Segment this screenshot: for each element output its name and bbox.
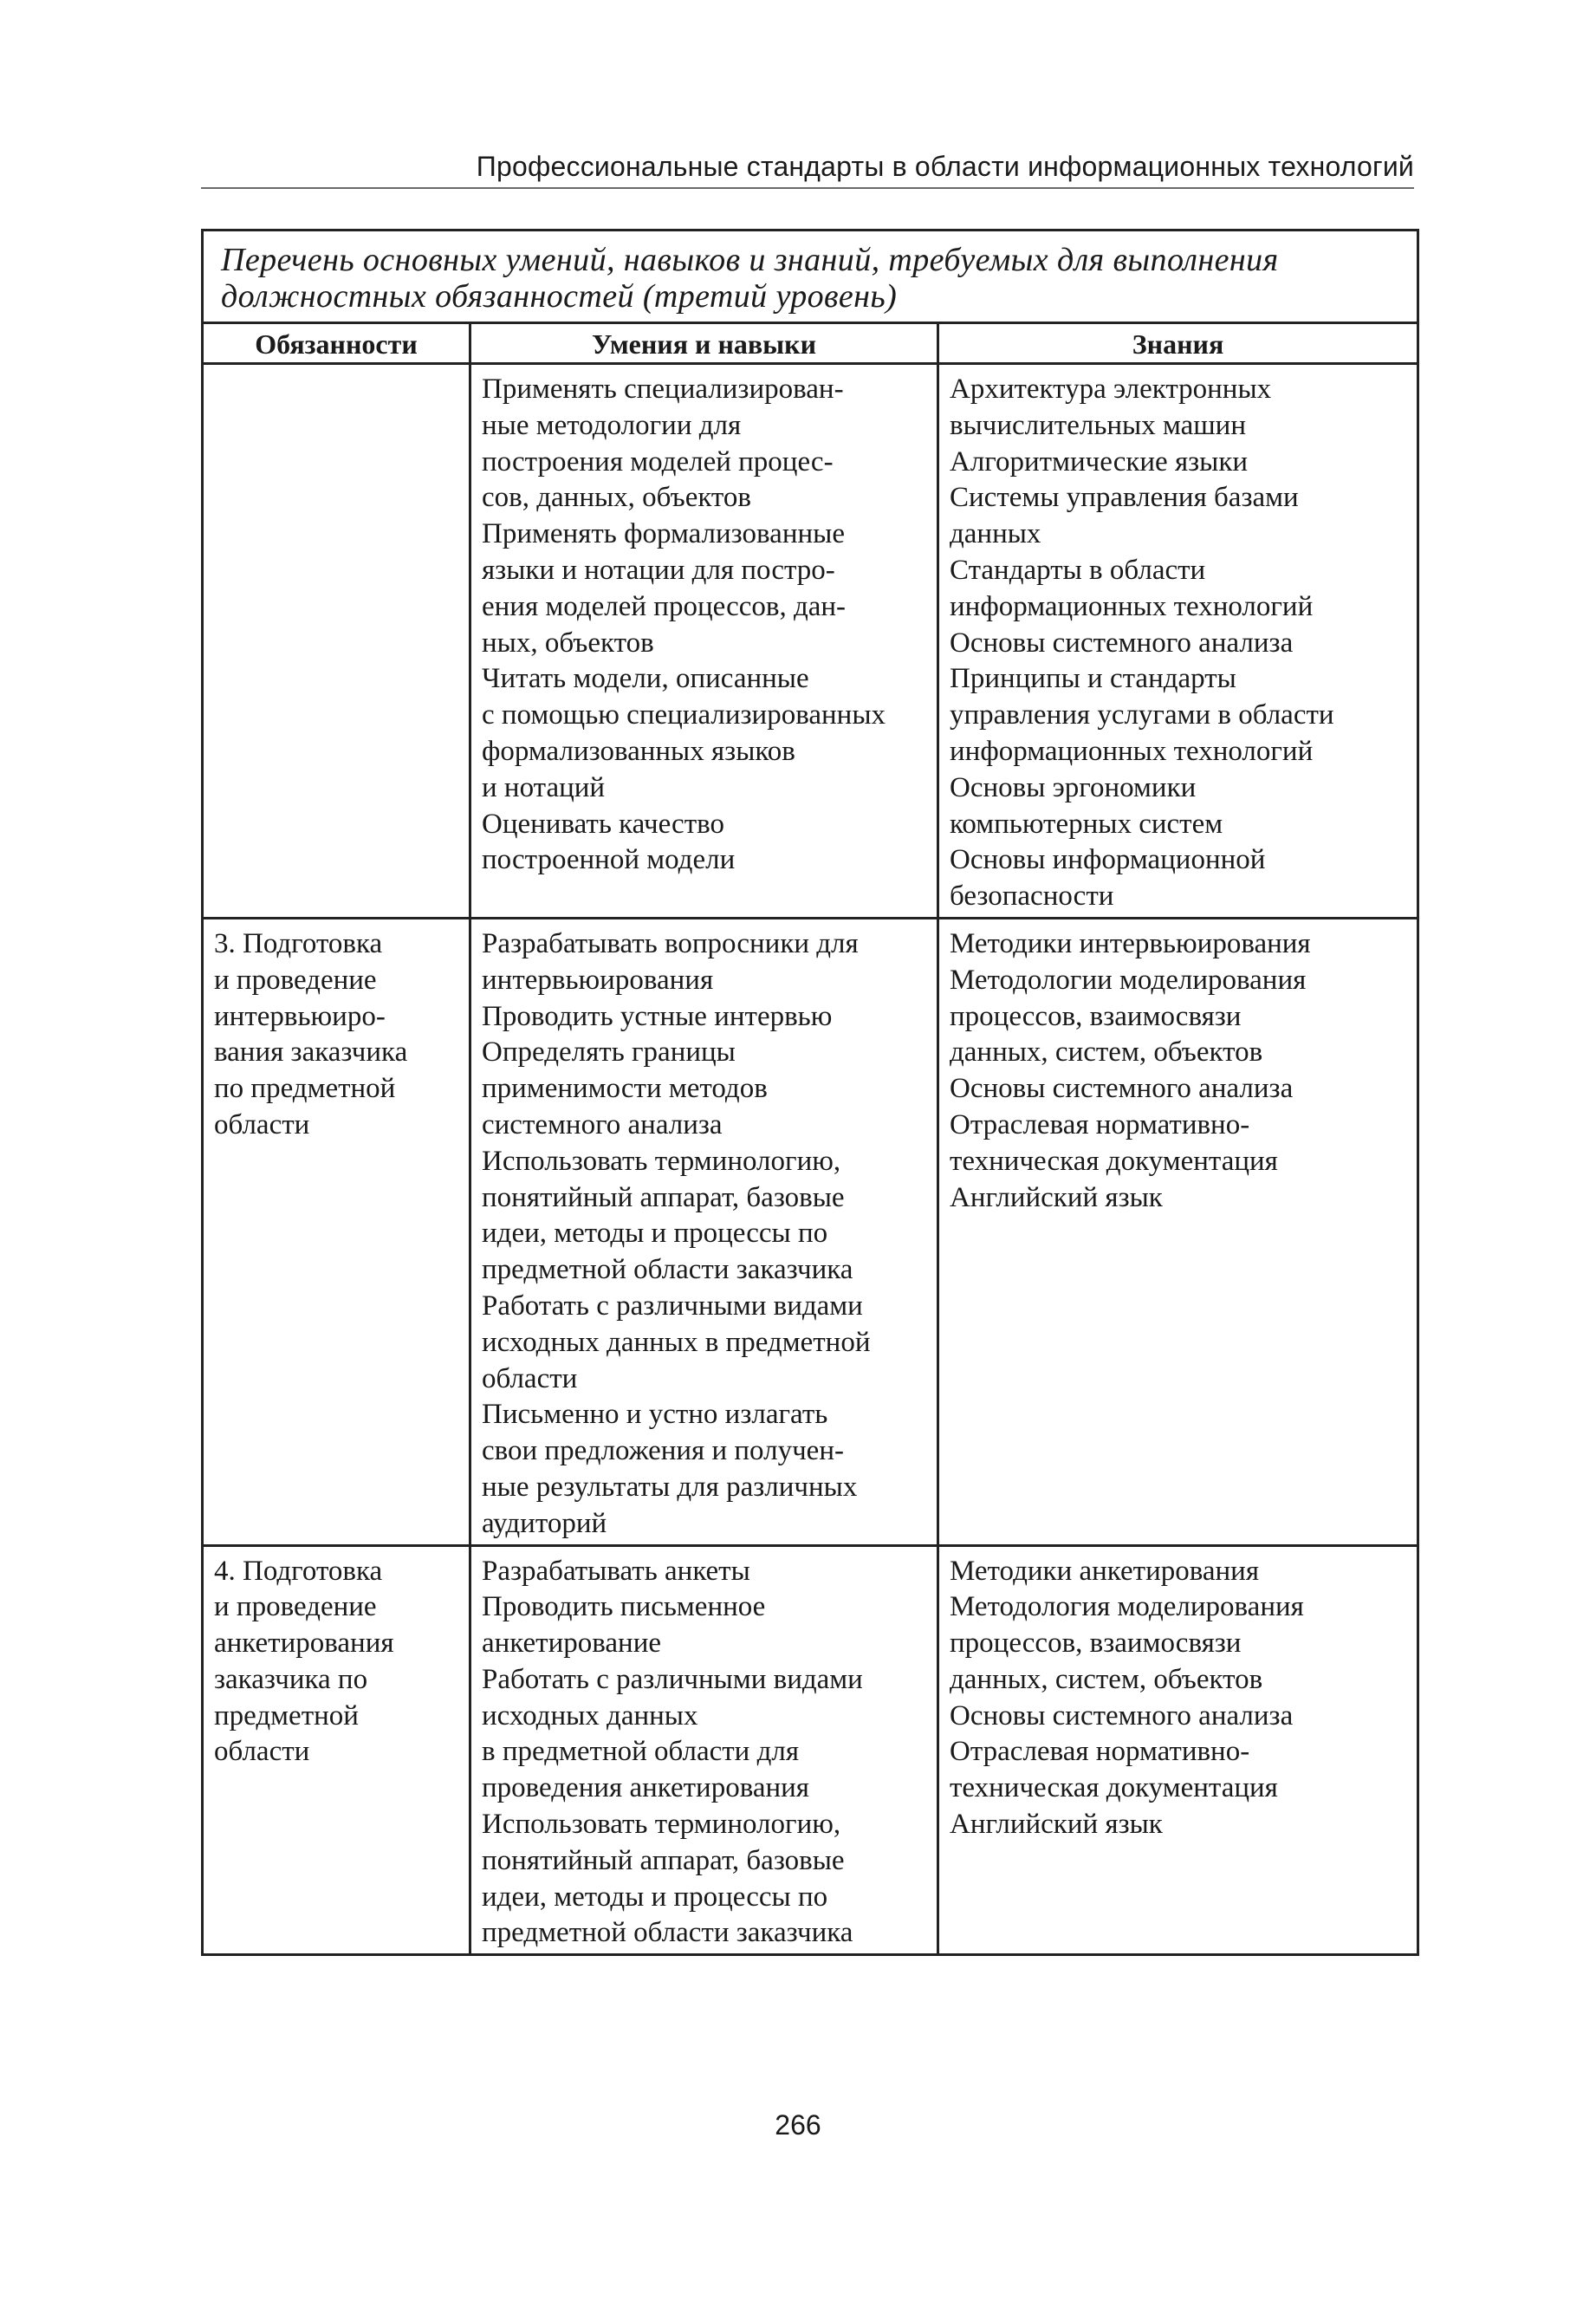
- cell-line: области: [214, 1108, 310, 1140]
- cell-line: ные методологии для: [482, 409, 742, 441]
- cell-line: Работать с различными видами: [482, 1290, 863, 1322]
- skills-cell: [470, 1545, 938, 1955]
- cell-line: Работать с различными видами: [482, 1663, 863, 1695]
- cell-line: процессов, взаимосвязи: [950, 1628, 1242, 1660]
- cell-line: Принципы и стандарты: [950, 663, 1236, 695]
- cell-line: процессов, взаимосвязи: [950, 1000, 1242, 1032]
- cell-line: понятийный аппарат, базовые: [482, 1181, 845, 1213]
- cell-line: применимости методов: [482, 1073, 768, 1105]
- cell-line: Стандарты в области: [950, 554, 1206, 586]
- cell-line: Основы системного анализа: [950, 627, 1294, 659]
- cell-line: Основы системного анализа: [950, 1073, 1294, 1105]
- cell-line: Разрабатывать вопросники для: [482, 927, 859, 959]
- cell-line: Архитектура электронных: [950, 374, 1272, 405]
- cell-line: техническая документация: [950, 1145, 1278, 1177]
- cell-line: области: [214, 1736, 310, 1768]
- cell-line: Оценивать качество: [482, 808, 724, 840]
- cell-line: Английский язык: [950, 1809, 1163, 1841]
- table-body: [203, 364, 1418, 1955]
- cell-line: Письменно и устно излагать: [482, 1399, 828, 1431]
- cell-line: интервьюирования: [482, 964, 714, 996]
- cell-line: Системы управления базами: [950, 482, 1299, 514]
- cell-line: в предметной области для: [482, 1736, 800, 1768]
- cell-line: Методология моделирования: [950, 1591, 1304, 1623]
- skills-table: [201, 229, 1419, 1956]
- cell-line: управления услугами в области: [950, 699, 1334, 731]
- cell-line: информационных технологий: [950, 735, 1314, 767]
- cell-line: 3. Подготовка: [214, 927, 383, 959]
- cell-line: Основы информационной: [950, 844, 1266, 876]
- knowledge-cell: [938, 364, 1418, 919]
- cell-line: заказчика по: [214, 1663, 368, 1695]
- cell-line: Использовать терминологию,: [482, 1809, 841, 1841]
- cell-line: вания заказчика: [214, 1036, 408, 1069]
- skills-cell: [470, 364, 938, 919]
- cell-line: и проведение: [214, 964, 377, 996]
- cell-line: Методики интервьюирования: [950, 927, 1311, 959]
- cell-line: Использовать терминологию,: [482, 1145, 841, 1177]
- knowledge-cell: [938, 918, 1418, 1545]
- cell-line: проведения анкетирования: [482, 1772, 809, 1804]
- cell-line: данных: [950, 518, 1041, 550]
- cell-line: интервьюиро-: [214, 1000, 386, 1032]
- cell-line: Проводить письменное: [482, 1591, 766, 1623]
- cell-line: предметной области заказчика: [482, 1917, 853, 1949]
- cell-line: Английский язык: [950, 1181, 1163, 1213]
- cell-line: Алгоритмические языки: [950, 445, 1249, 478]
- cell-line: системного анализа: [482, 1108, 723, 1140]
- cell-line: идеи, методы и процессы по: [482, 1881, 828, 1913]
- cell-line: и проведение: [214, 1591, 377, 1623]
- page-number: 266: [775, 2109, 821, 2141]
- cell-line: информационных технологий: [950, 590, 1314, 622]
- cell-line: Отраслевая нормативно-: [950, 1108, 1250, 1140]
- cell-line: предметной области заказчика: [482, 1254, 853, 1286]
- cell-line: Разрабатывать анкеты: [482, 1555, 750, 1587]
- table-row: [203, 918, 1418, 1545]
- cell-line: формализованных языков: [482, 735, 795, 767]
- cell-line: Определять границы: [482, 1036, 736, 1069]
- cell-line: анкетирования: [214, 1628, 394, 1660]
- duty-cell: [203, 364, 470, 919]
- cell-line: ные результаты для различных: [482, 1471, 858, 1503]
- cell-line: области: [482, 1362, 578, 1394]
- cell-line: Методики анкетирования: [950, 1555, 1260, 1587]
- cell-line: данных, систем, объектов: [950, 1663, 1263, 1695]
- table-caption-line: должностных обязанностей (третий уровень): [221, 278, 898, 315]
- cell-line: вычислительных машин: [950, 409, 1246, 441]
- cell-line: Проводить устные интервью: [482, 1000, 833, 1032]
- cell-line: построенной модели: [482, 844, 736, 876]
- skills-cell: [470, 918, 938, 1545]
- header-rule: [201, 187, 1414, 189]
- cell-line: Применять формализованные: [482, 518, 845, 550]
- cell-line: свои предложения и получен-: [482, 1435, 844, 1467]
- table-row: [203, 364, 1418, 919]
- cell-line: по предметной: [214, 1073, 396, 1105]
- cell-line: идеи, методы и процессы по: [482, 1218, 828, 1250]
- duty-cell: [203, 918, 470, 1545]
- cell-line: Читать модели, описанные: [482, 663, 809, 695]
- cell-line: языки и нотации для постро-: [482, 554, 835, 586]
- table-caption-line: Перечень основных умений, навыков и знаний, требуемых для выполнения: [221, 242, 1279, 278]
- cell-line: 4. Подготовка: [214, 1555, 383, 1587]
- cell-line: Применять специализирован-: [482, 374, 844, 405]
- cell-line: анкетирование: [482, 1628, 662, 1660]
- cell-line: Основы системного анализа: [950, 1699, 1294, 1731]
- column-header-skills: Умения и навыки: [470, 323, 938, 364]
- cell-line: сов, данных, объектов: [482, 482, 752, 514]
- knowledge-cell: [938, 1545, 1418, 1955]
- table-row: [203, 1545, 1418, 1955]
- cell-line: предметной: [214, 1699, 359, 1731]
- cell-line: и нотаций: [482, 771, 606, 803]
- cell-line: компьютерных систем: [950, 808, 1223, 840]
- cell-line: построения моделей процес-: [482, 445, 834, 478]
- cell-line: ения моделей процессов, дан-: [482, 590, 847, 622]
- cell-line: безопасности: [950, 880, 1114, 913]
- cell-line: исходных данных в предметной: [482, 1326, 871, 1358]
- cell-line: техническая документация: [950, 1772, 1278, 1804]
- cell-line: с помощью специализированных: [482, 699, 886, 731]
- cell-line: Отраслевая нормативно-: [950, 1736, 1250, 1768]
- column-header-duties: Обязанности: [203, 323, 470, 364]
- cell-line: Основы эргономики: [950, 771, 1197, 803]
- cell-line: аудиторий: [482, 1507, 607, 1539]
- column-header-row: [203, 323, 1418, 364]
- cell-line: исходных данных: [482, 1699, 698, 1731]
- cell-line: ных, объектов: [482, 627, 654, 659]
- cell-line: данных, систем, объектов: [950, 1036, 1263, 1069]
- duty-cell: [203, 1545, 470, 1955]
- table-caption-row: [203, 231, 1418, 323]
- running-header: Профессиональные стандарты в области информационных технологий: [476, 151, 1414, 182]
- cell-line: понятийный аппарат, базовые: [482, 1844, 845, 1876]
- table-caption: [203, 231, 1418, 323]
- column-header-knowledge: Знания: [938, 323, 1418, 364]
- cell-line: Методологии моделирования: [950, 964, 1307, 996]
